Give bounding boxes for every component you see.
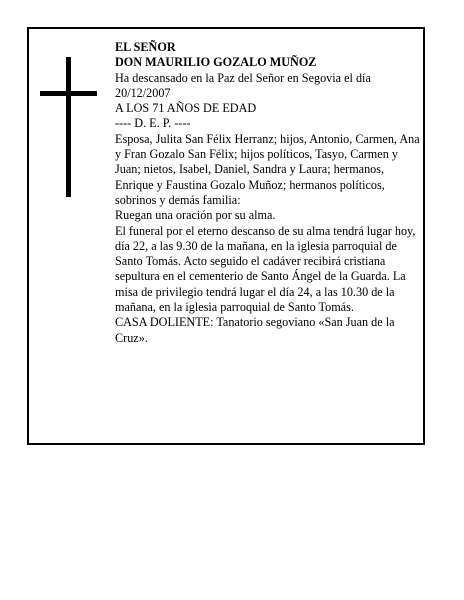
funeral-home: CASA DOLIENTE: Tanatorio segoviano «San Juan de la Cruz». <box>115 315 395 345</box>
prayer-request: Ruegan una oración por su alma. <box>115 208 276 223</box>
obituary-text <box>115 40 421 346</box>
cross-horizontal-bar <box>40 91 97 96</box>
cross-vertical-bar <box>66 57 71 197</box>
rip-line: ---- D. E. P. ---- <box>115 116 191 131</box>
family-list: Esposa, Julita San Félix Herranz; hijos, Antonio, Carmen, Ana y Fran Gozalo San Félix; hijos políticos, Tasyo, Carmen y Juan; nietos, Isabel, Daniel, Sandra y Laura; hermanos, Enrique y Faustina Gozalo Muñoz; hermanos políticos, sobrinos y demás familia: <box>115 131 420 207</box>
age-line: A LOS 71 AÑOS DE EDAD <box>115 101 257 116</box>
deceased-name: DON MAURILIO GOZALO MUÑOZ <box>115 55 317 70</box>
death-info: Ha descansado en la Paz del Señor en Segovia el día 20/12/2007 <box>115 70 371 100</box>
notice-title: EL SEÑOR <box>115 40 176 54</box>
obituary-notice <box>27 27 425 445</box>
funeral-details: El funeral por el eterno descanso de su alma tendrá lugar hoy, día 22, a las 9.30 de la mañana, en la iglesia parroquial de Santo Tomás. Acto seguido el cadáver recibirá cristiana sepultura en el cementerio de Santo Ángel de la Guarda. La misa de privilegio tendrá lugar el día 24, a las 10.30 de la mañana, en la iglesia parroquial de Santo Tomás. <box>115 223 416 315</box>
